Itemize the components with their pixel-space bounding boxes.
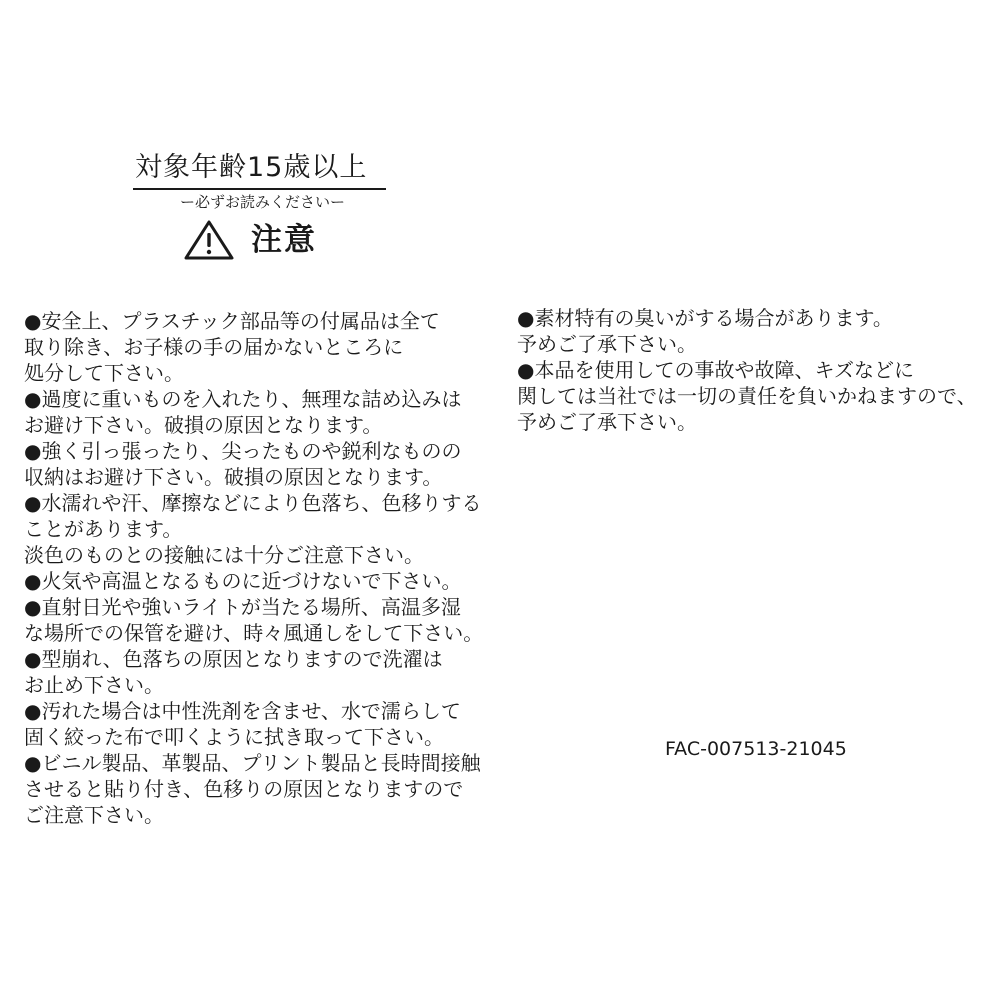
caution-line: ●直射日光や強いライトが当たる場所、高温多湿 <box>24 595 461 619</box>
caution-line: 収納はお避け下さい。破損の原因となります。 <box>24 465 443 489</box>
caution-line: ●安全上、プラスチック部品等の付属品は全て <box>24 309 440 333</box>
caution-line: ことがあります。 <box>24 517 183 541</box>
caution-line: お避け下さい。破損の原因となります。 <box>24 413 383 437</box>
caution-line: 淡色のものとの接触には十分ご注意下さい。 <box>24 543 424 567</box>
caution-line: ●汚れた場合は中性洗剤を含ませ、水で濡らして <box>24 699 461 723</box>
warning-triangle-icon <box>183 219 235 261</box>
age-underline <box>133 188 386 190</box>
caution-line: な場所での保管を避け、時々風通しをして下さい。 <box>24 621 484 645</box>
caution-line: ●強く引っ張ったり、尖ったものや鋭利なものの <box>24 439 462 463</box>
caution-line: ●型崩れ、色落ちの原因となりますので洗濯は <box>24 647 443 671</box>
caution-line: させると貼り付き、色移りの原因となりますので <box>24 777 464 801</box>
caution-line: 処分して下さい。 <box>24 361 184 385</box>
caution-line: 予めご了承下さい。 <box>517 410 697 434</box>
caution-heading <box>183 218 317 262</box>
age-label: 対象年齢15歳以上 <box>135 152 368 183</box>
caution-line: ●素材特有の臭いがする場合があります。 <box>517 306 893 330</box>
caution-line: ●水濡れや汗、摩擦などにより色落ち、色移りする <box>24 491 482 515</box>
caution-line: 関しては当社では一切の責任を負いかねますので、 <box>517 384 977 408</box>
please-read-label: ー必ずお読みくださいー <box>179 193 345 211</box>
product-code: FAC-007513-21045 <box>665 738 847 760</box>
caution-line: お止め下さい。 <box>24 673 164 697</box>
caution-line: ●過度に重いものを入れたり、無理な詰め込みは <box>24 387 462 411</box>
caution-line: ●ビニル製品、革製品、プリント製品と長時間接触 <box>24 751 481 775</box>
caution-line: 予めご了承下さい。 <box>517 332 697 356</box>
caution-label: 注意 <box>251 222 317 258</box>
caution-list-left <box>24 308 494 828</box>
caution-line: ●本品を使用しての事故や故障、キズなどに <box>517 358 915 382</box>
caution-list-right <box>517 305 993 435</box>
caution-line: 取り除き、お子様の手の届かないところに <box>24 335 404 359</box>
caution-line: ご注意下さい。 <box>24 803 164 827</box>
caution-line: ●火気や高温となるものに近づけないで下さい。 <box>24 569 462 593</box>
caution-line: 固く絞った布で叩くように拭き取って下さい。 <box>24 725 444 749</box>
